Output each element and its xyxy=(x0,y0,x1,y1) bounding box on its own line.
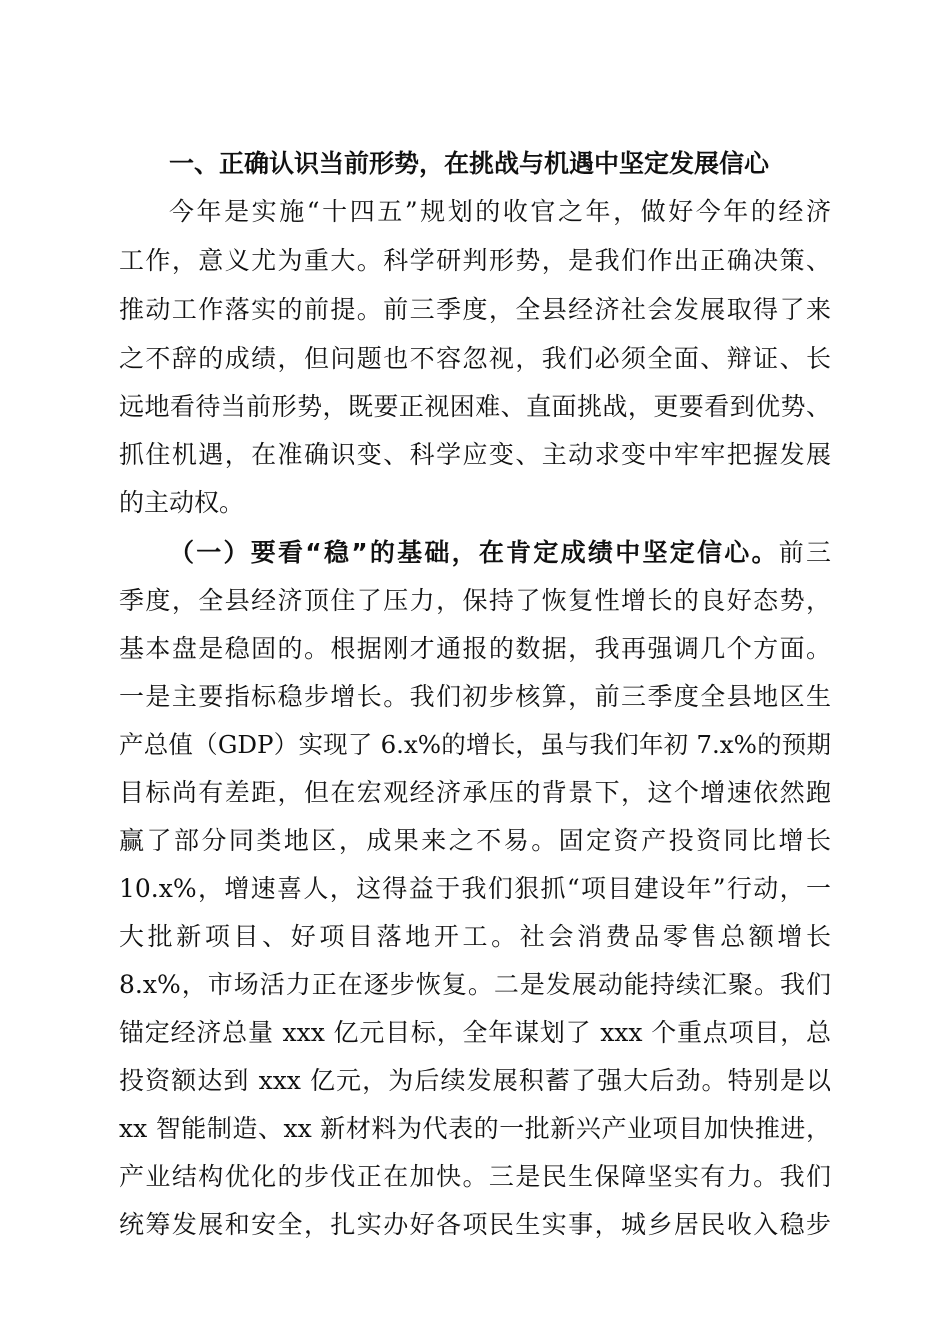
first-line-rest: 前三 xyxy=(778,538,831,567)
subheading: （一）要看“稳”的基础，在肯定成绩中坚定信心。 xyxy=(169,538,779,567)
paragraph-line: 今年是实施“十四五”规划的收官之年，做好今年的经济 xyxy=(169,197,831,226)
paragraph-line: 的主动权。 xyxy=(119,488,245,517)
paragraph-line: 季度，全县经济顶住了压力，保持了恢复性增长的良好态势， xyxy=(119,586,831,615)
paragraph-line: 统筹发展和安全，扎实办好各项民生实事，城乡居民收入稳步 xyxy=(119,1210,831,1239)
paragraph-line: xx 智能制造、xx 新材料为代表的一批新兴产业项目加快推进， xyxy=(119,1114,831,1143)
paragraph-line: 产业结构优化的步伐正在加快。三是民生保障坚实有力。我们 xyxy=(119,1162,831,1191)
paragraph-line: 8.x%，市场活力正在逐步恢复。二是发展动能持续汇聚。我们 xyxy=(119,970,831,999)
paragraph-first-line xyxy=(169,533,831,573)
paragraph-line: 一是主要指标稳步增长。我们初步核算，前三季度全县地区生 xyxy=(119,682,831,711)
paragraph-line: 锚定经济总量 xxx 亿元目标，全年谋划了 xxx 个重点项目，总 xyxy=(119,1018,831,1047)
paragraph-line: 推动工作落实的前提。前三季度，全县经济社会发展取得了来 xyxy=(119,295,831,324)
paragraph-line: 之不辞的成绩，但问题也不容忽视，我们必须全面、辩证、长 xyxy=(119,344,831,373)
paragraph-line: 大批新项目、好项目落地开工。社会消费品零售总额增长 xyxy=(119,922,831,951)
paragraph-line: 赢了部分同类地区，成果来之不易。固定资产投资同比增长 xyxy=(119,826,831,855)
section-heading: 一、正确认识当前形势，在挑战与机遇中坚定发展信心 xyxy=(169,149,770,178)
paragraph-line: 10.x%，增速喜人，这得益于我们狠抓“项目建设年”行动，一 xyxy=(119,874,831,903)
paragraph-line: 投资额达到 xxx 亿元，为后续发展积蓄了强大后劲。特别是以 xyxy=(119,1066,831,1095)
paragraph-line: 基本盘是稳固的。根据刚才通报的数据，我再强调几个方面。 xyxy=(119,634,831,663)
paragraph-line: 工作，意义尤为重大。科学研判形势，是我们作出正确决策、 xyxy=(119,246,831,275)
paragraph-line: 远地看待当前形势，既要正视困难、直面挑战，更要看到优势、 xyxy=(119,392,831,421)
paragraph-line: 目标尚有差距，但在宏观经济承压的背景下，这个增速依然跑 xyxy=(119,778,831,807)
paragraph-line: 抓住机遇，在准确识变、科学应变、主动求变中牢牢把握发展 xyxy=(119,440,831,469)
paragraph-line: 产总值（GDP）实现了 6.x%的增长，虽与我们年初 7.x%的预期 xyxy=(119,730,831,759)
